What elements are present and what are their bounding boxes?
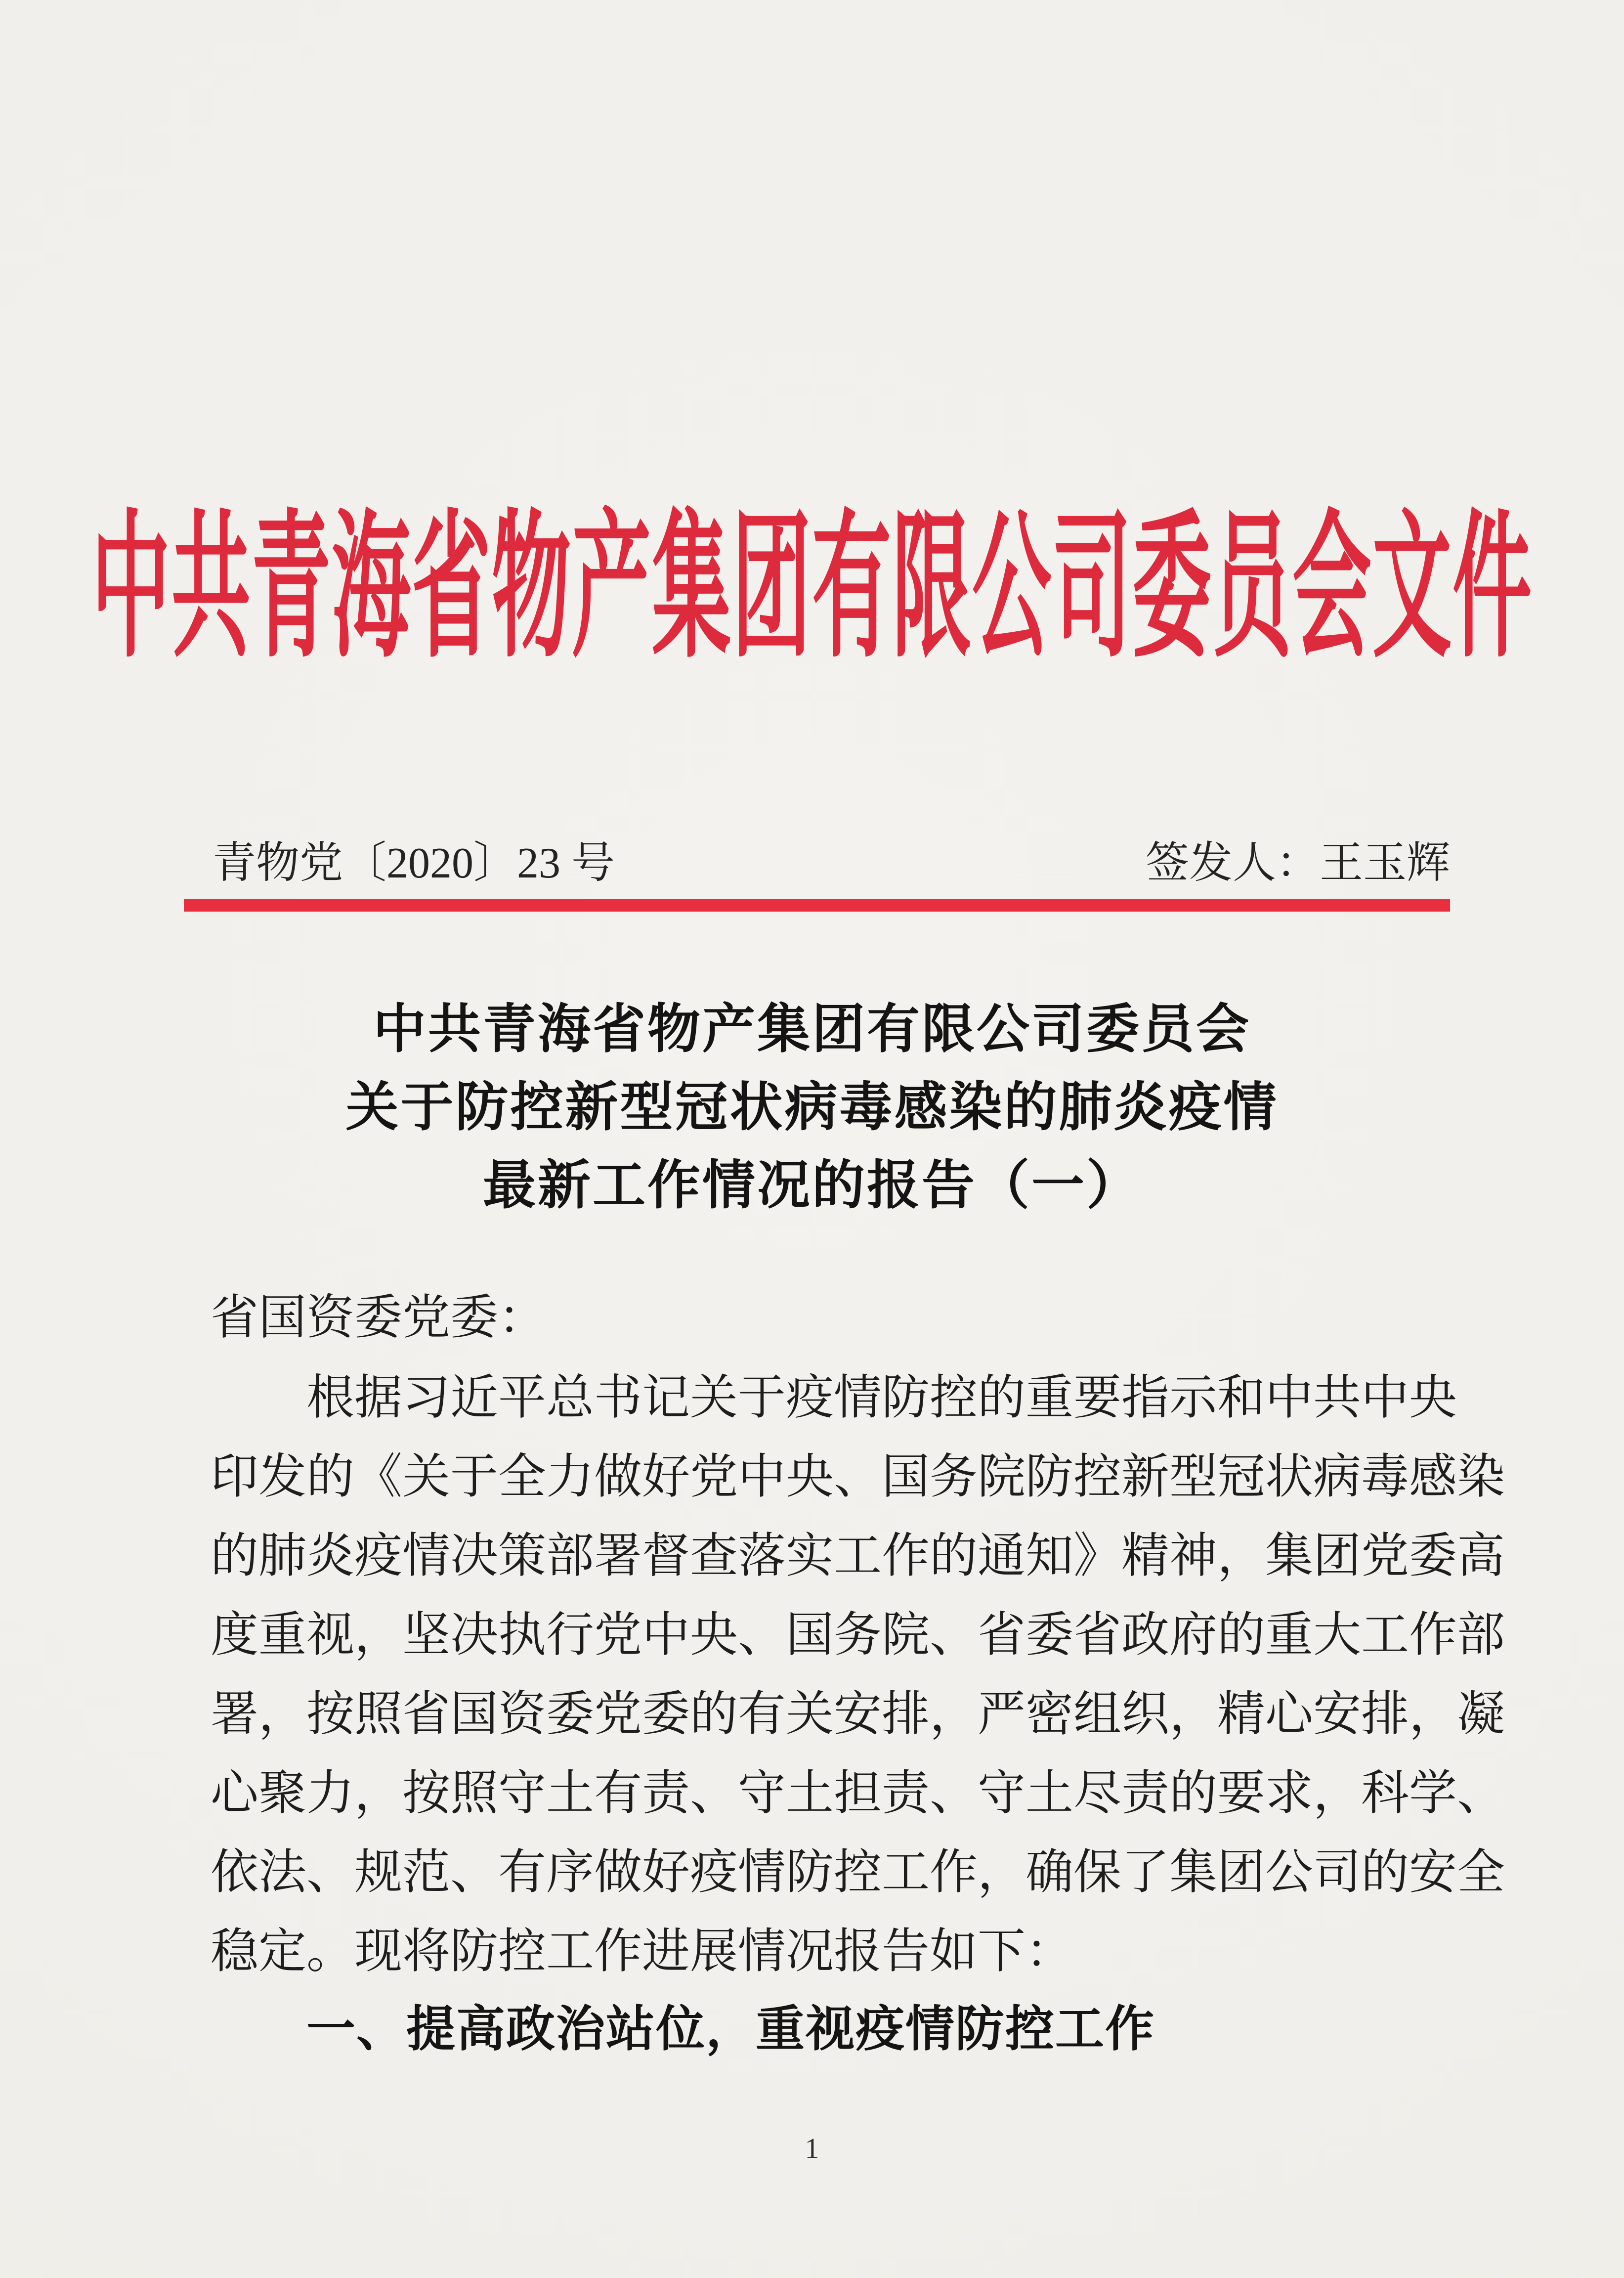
body-paragraph <box>211 1358 1505 1991</box>
section-heading: 一、提高政治站位，重视疫情防控工作 <box>306 2001 1155 2056</box>
body-line: 署，按照省国资委党委的有关安排，严密组织，精心安排，凝 <box>211 1688 1505 1741</box>
document-title-line-1: 中共青海省物产集团有限公司委员会 <box>373 999 1251 1058</box>
body-line: 依法、规范、有序做好疫情防控工作，确保了集团公司的安全 <box>211 1846 1505 1899</box>
body-line: 心聚力，按照守土有责、守土担责、守土尽责的要求，科学、 <box>211 1767 1505 1820</box>
document-title-line-3: 最新工作情况的报告（一） <box>482 1155 1141 1215</box>
body-line: 的肺炎疫情决策部署督查落实工作的通知》精神，集团党委高 <box>211 1530 1505 1582</box>
document-title-line-2: 关于防控新型冠状病毒感染的肺炎疫情 <box>345 1077 1279 1137</box>
document-title <box>0 990 1624 1224</box>
body-line: 稳定。现将防控工作进展情况报告如下： <box>211 1925 1073 1978</box>
body-line: 度重视，坚决执行党中央、国务院、省委省政府的重大工作部 <box>211 1609 1505 1662</box>
doc-number: 青物党〔2020〕23 号 <box>213 839 615 887</box>
page-number: 1 <box>805 2132 819 2164</box>
salutation: 省国资委党委： <box>211 1291 546 1344</box>
body-line: 根据习近平总书记关于疫情防控的重要指示和中共中央 <box>306 1371 1457 1424</box>
issuer: 签发人：王玉辉 <box>1145 839 1450 887</box>
letterhead-red-rule <box>184 899 1450 912</box>
letterhead-meta-row <box>213 836 1450 891</box>
body-line: 印发的《关于全力做好党中央、国务院防控新型冠状病毒感染 <box>211 1450 1505 1503</box>
letterhead-org-title: 中共青海省物产集团有限公司委员会文件 <box>91 500 1533 676</box>
